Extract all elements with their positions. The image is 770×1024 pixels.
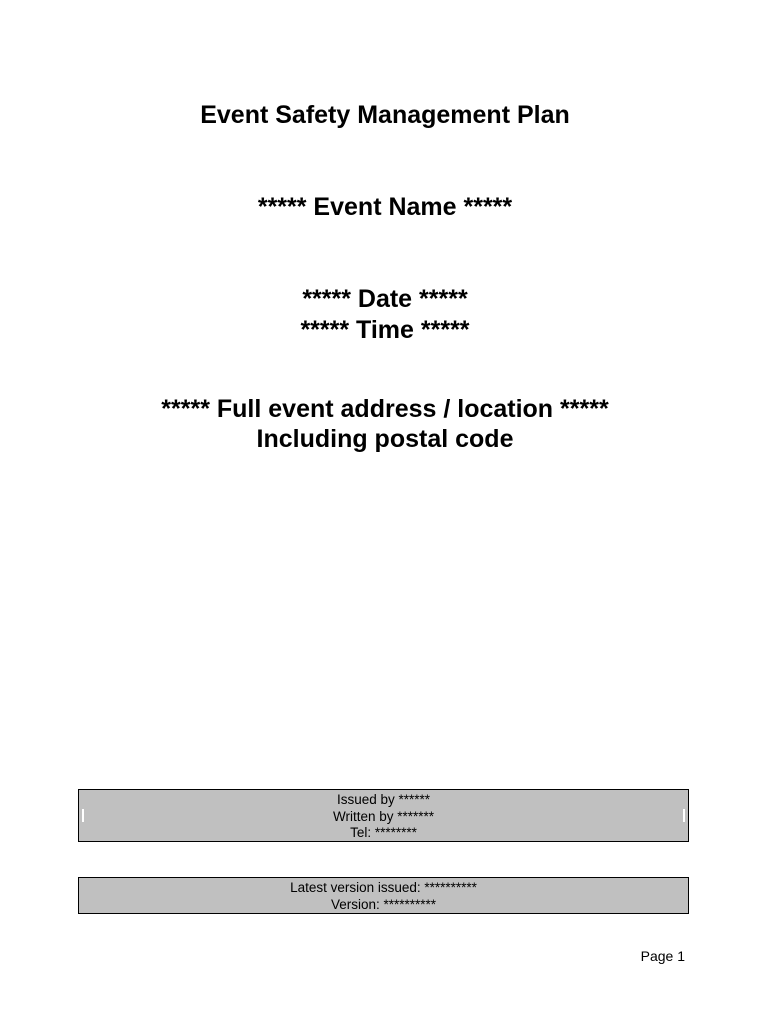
version-info-box [78,877,689,914]
page-number: Page 1 [640,948,685,964]
latest-version-text: Latest version issued: ********** [290,880,477,895]
event-name: ***** Event Name ***** [257,193,513,221]
box-marker-right [683,809,685,822]
event-time: ***** Time ***** [300,316,470,344]
box-marker-left [82,809,84,822]
event-address: ***** Full event address / location ***** [161,395,609,423]
version-text: Version: ********** [330,896,437,912]
document-title: Event Safety Management Plan [200,101,570,129]
event-date: ***** Date ***** [302,285,468,313]
issued-info-box [78,789,689,842]
event-postal-code: Including postal code [256,425,514,453]
written-by-text: Written by ******* [332,808,435,824]
tel-text: Tel: ******** [350,825,417,840]
issued-by-text: Issued by ****** [336,792,431,807]
